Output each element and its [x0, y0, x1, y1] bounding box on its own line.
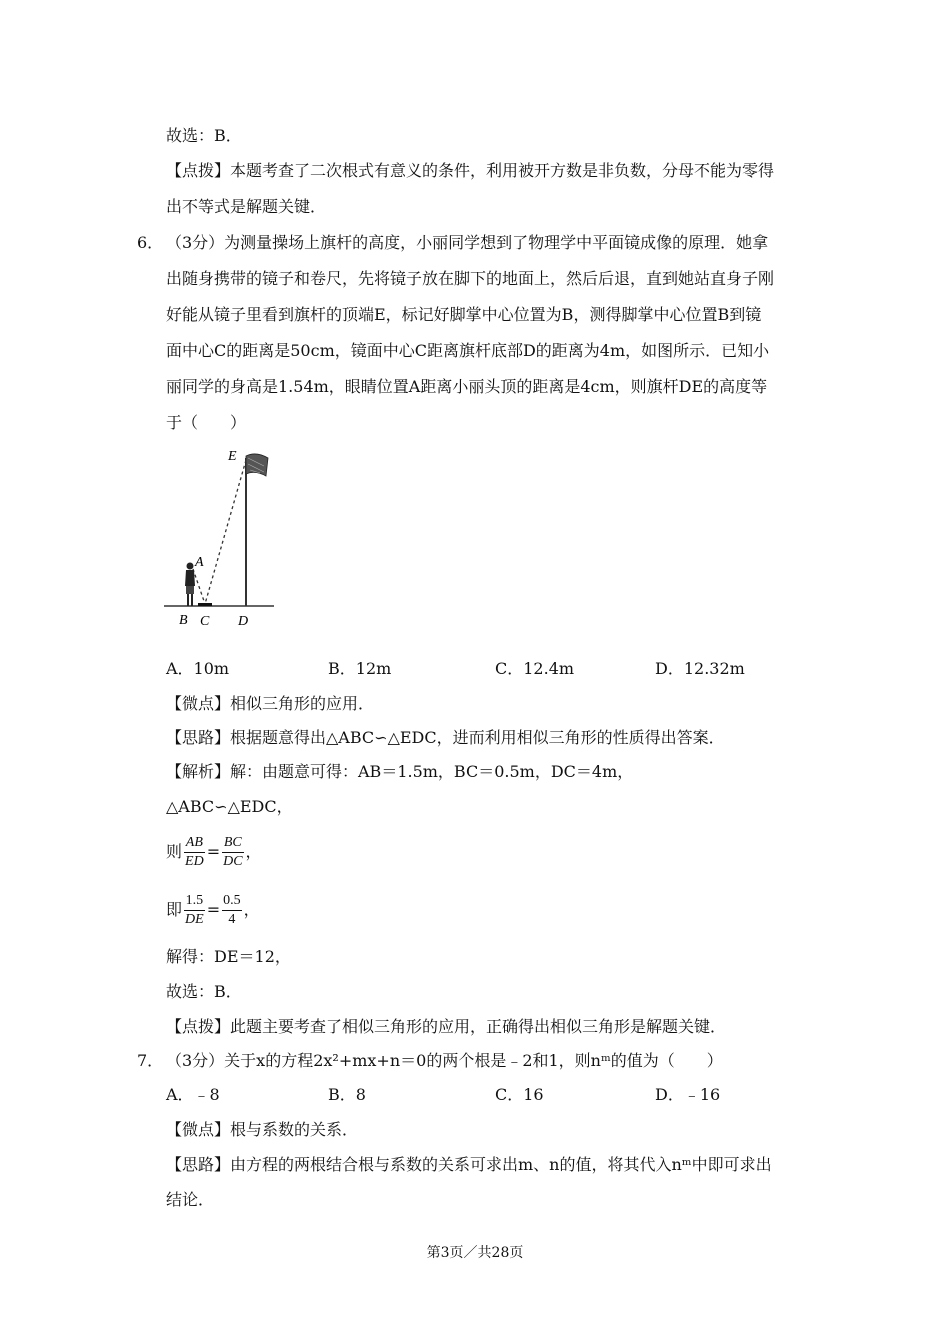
q7-idea-line2: 结论． — [166, 1190, 215, 1209]
numerator-ab: AB — [184, 834, 205, 853]
q6-value-equation — [166, 890, 260, 930]
q7-key-point: 【微点】根与系数的关系． — [166, 1120, 359, 1139]
denominator-dc: DC — [223, 854, 243, 869]
reflection-ray-ce — [205, 460, 246, 604]
prefix-ze: 则 — [166, 842, 183, 861]
label-e: E — [228, 449, 237, 464]
comma: ， — [245, 842, 262, 861]
q6-tip: 【点拨】此题主要考查了相似三角形的应用，正确得出相似三角形是解题关键． — [166, 1017, 727, 1036]
q6-stem-line6: 于（ ） — [166, 413, 247, 432]
fraction-1.5-de — [184, 892, 205, 929]
denominator-ed: ED — [185, 854, 204, 869]
denominator-4: 4 — [228, 912, 236, 927]
numerator-0.5: 0.5 — [222, 892, 242, 911]
comma: ， — [243, 900, 260, 919]
q6-key-point: 【微点】相似三角形的应用． — [166, 694, 375, 713]
q7-stem: （3分）关于x的方程2x²+mx+n＝0的两个根是﹣2和1，则nᵐ的值为（ ） — [166, 1051, 723, 1070]
q6-stem-line4: 面中心C的距离是50cm，镜面中心C距离旗杆底部D的距离为4m，如图所示．已知小 — [166, 341, 770, 360]
q7-number: 7． — [137, 1051, 164, 1070]
equals-sign: = — [206, 842, 221, 861]
q6-stem-line5: 丽同学的身高是1.54m，眼睛位置A距离小丽头顶的距离是4cm，则旗杆DE的高度等 — [166, 377, 768, 396]
label-a: A — [195, 555, 204, 570]
mirror — [198, 603, 212, 606]
q7-idea-line1: 【思路】由方程的两根结合根与系数的关系可求出m、n的值，将其代入nᵐ中即可求出 — [166, 1155, 772, 1174]
fraction-bc-dc — [222, 834, 243, 871]
label-d: D — [238, 614, 249, 629]
q6-stem-line3: 好能从镜子里看到旗杆的顶端E，标记好脚掌中心位置为B，测得脚掌中心位置B到镜 — [166, 305, 762, 324]
q6-solution-line1: 【解析】解：由题意可得：AB＝1.5m，BC＝0.5m，DC＝4m， — [166, 762, 634, 781]
prev-tip-line2: 出不等式是解题关键． — [166, 197, 327, 216]
q6-number: 6． — [137, 233, 164, 252]
numerator-1.5: 1.5 — [184, 892, 205, 911]
q6-option-c: C．12.4m — [495, 659, 575, 678]
fraction-0.5-4 — [222, 892, 242, 929]
prefix-ji: 即 — [166, 900, 183, 919]
q6-option-b: B．12m — [328, 659, 392, 678]
numerator-bc: BC — [222, 834, 243, 853]
q7-option-a: A．﹣8 — [166, 1085, 220, 1104]
fraction-ab-ed — [184, 834, 205, 871]
q7-option-c: C．16 — [495, 1085, 544, 1104]
q6-option-a: A．10m — [166, 659, 230, 678]
q6-stem-line1: （3分）为测量操场上旗杆的高度，小丽同学想到了物理学中平面镜成像的原理．她拿 — [166, 233, 769, 252]
q7-option-b: B．8 — [328, 1085, 366, 1104]
prev-tip-line1: 【点拨】本题考查了二次根式有意义的条件，利用被开方数是非负数，分母不能为零得 — [166, 161, 775, 180]
q6-choice: 故选：B． — [166, 982, 242, 1001]
q6-solution-result: 解得：DE＝12， — [166, 947, 291, 966]
reflection-ray-ac — [193, 569, 205, 604]
label-b: B — [179, 613, 188, 628]
q6-idea: 【思路】根据题意得出△ABC∽△EDC，进而利用相似三角形的性质得出答案． — [166, 728, 725, 747]
prev-choice: 故选：B． — [166, 126, 242, 145]
label-c: C — [200, 614, 210, 629]
equals-sign: = — [206, 900, 221, 919]
q6-option-d: D．12.32m — [655, 659, 745, 678]
denominator-de: DE — [185, 912, 204, 927]
flagpole-mirror-figure — [160, 446, 280, 632]
q6-solution-line2: △ABC∽△EDC， — [166, 797, 293, 816]
q6-stem-line2: 出随身携带的镜子和卷尺，先将镜子放在脚下的地面上，然后后退，直到她站直身子刚 — [166, 269, 775, 288]
q6-ratio-equation — [166, 832, 262, 872]
page-footer: 第3页／共28页 — [426, 1245, 524, 1261]
q7-option-d: D．﹣16 — [655, 1085, 721, 1104]
